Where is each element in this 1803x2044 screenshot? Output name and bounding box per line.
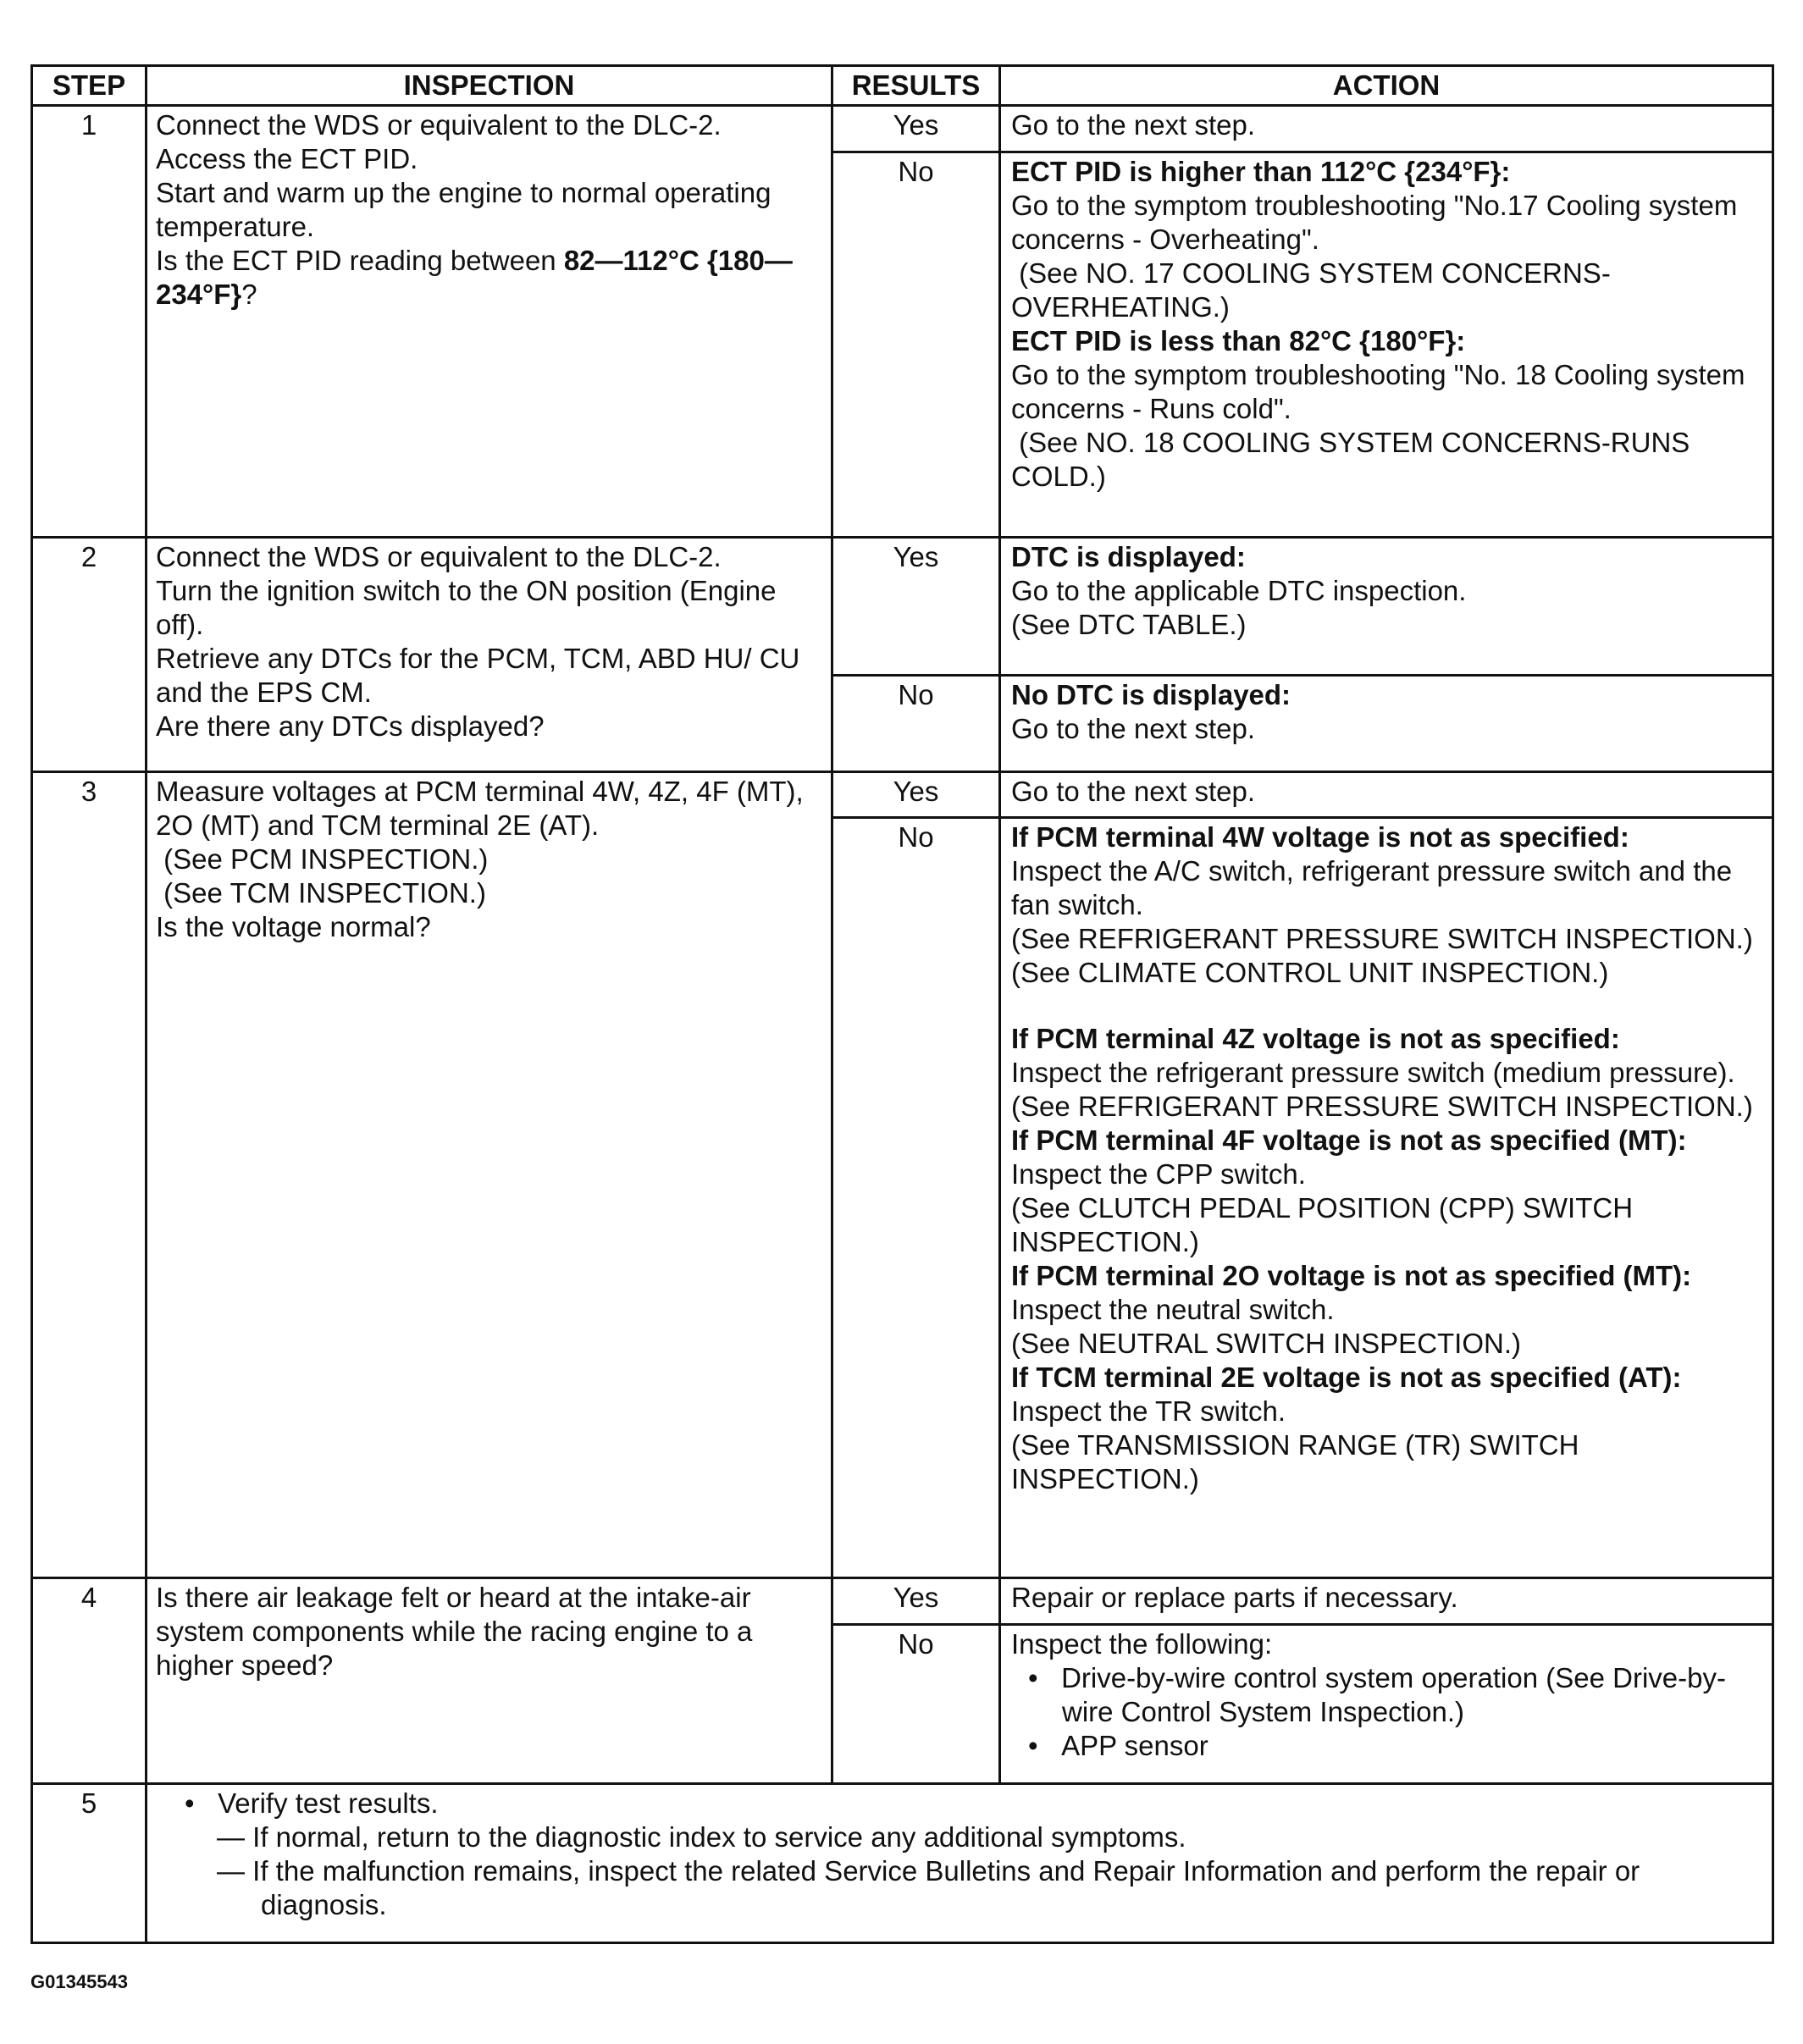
text-line [1011, 1428, 1763, 1496]
text-line [1011, 155, 1763, 189]
text: Inspect the A/C switch, refrigerant pressure switch and the fan switch. [1011, 855, 1740, 921]
text-line [1011, 775, 1763, 809]
text: (See NEUTRAL SWITCH INSPECTION.) [1011, 1328, 1522, 1360]
text: Go to the next step. [1011, 713, 1256, 745]
action-cell [1000, 1578, 1773, 1625]
text-line [1011, 189, 1763, 257]
text: Repair or replace parts if necessary. [1011, 1582, 1458, 1614]
header-step: STEP [32, 66, 147, 106]
result-label: Yes [832, 537, 1000, 676]
text-line [156, 1581, 822, 1682]
text: Are there any DTCs displayed? [156, 710, 545, 742]
bullet-item [168, 1787, 1763, 1820]
step-number: 4 [32, 1578, 147, 1784]
text: Connect the WDS or equivalent to the DLC-2. [156, 109, 722, 141]
text-line [156, 176, 822, 244]
diagnostic-table [30, 64, 1774, 1944]
text: Inspect the neutral switch. [1011, 1294, 1335, 1326]
text: (See REFRIGERANT PRESSURE SWITCH INSPECTION.) [1011, 923, 1753, 955]
text-line [1011, 1627, 1763, 1661]
text-line [1011, 678, 1763, 712]
action-cell [1000, 818, 1773, 1578]
text: Connect the WDS or equivalent to the DLC-2. [156, 540, 722, 572]
text-line [1011, 1157, 1763, 1191]
text: (See REFRIGERANT PRESSURE SWITCH INSPECTION.) [1011, 1091, 1753, 1123]
text-line [1011, 1090, 1763, 1124]
inspection-cell [147, 771, 832, 1578]
figure-id: G01345543 [30, 1971, 128, 1992]
sub-item: — If normal, return to the diagnostic index to service any additional symptoms. [217, 1820, 1186, 1853]
text: Go to the applicable DTC inspection. [1011, 574, 1467, 606]
result-label: No [832, 152, 1000, 537]
bold-text: If PCM terminal 2O voltage is not as specified (MT): [1011, 1260, 1692, 1292]
text-line [156, 842, 822, 876]
bold-text: If PCM terminal 4W voltage is not as specified: [1011, 821, 1629, 854]
text-line [1011, 1581, 1763, 1615]
result-label: No [832, 818, 1000, 1578]
text-line [1011, 257, 1763, 324]
bullet-text: Drive-by-wire control system operation (See Drive-by-wire Control System Inspection.) [1061, 1661, 1726, 1727]
step-number: 5 [32, 1783, 147, 1942]
text-line [1011, 426, 1763, 494]
text-line [1011, 358, 1763, 426]
bullet-icon: • [1028, 1661, 1062, 1693]
text-line [156, 108, 822, 142]
text-line [156, 244, 822, 312]
text-line [1011, 1191, 1763, 1259]
inspection-cell [147, 1578, 832, 1784]
table-row [32, 1783, 1773, 1942]
text-line [1011, 108, 1763, 142]
verify-cell [147, 1783, 1773, 1942]
spacer [1011, 990, 1763, 1022]
text: Start and warm up the engine to normal operating temperature. [156, 177, 779, 242]
text: Inspect the refrigerant pressure switch (medium pressure). [1011, 1057, 1735, 1089]
text: Is the voltage normal? [156, 910, 431, 942]
text-line [1011, 820, 1763, 854]
bullet-icon: • [1028, 1729, 1062, 1761]
bold-text: ECT PID is less than 82°C {180°F}: [1011, 324, 1466, 356]
text: (See NO. 17 COOLING SYSTEM CONCERNS-OVERHEATING.) [1011, 257, 1611, 323]
text: (See TCM INSPECTION.) [156, 876, 486, 909]
text-line [1011, 1327, 1763, 1361]
text-line [1011, 1293, 1763, 1327]
table-row [32, 106, 1773, 152]
table-row [32, 1578, 1773, 1625]
bold-text: 82—112°C {180—234°F} [156, 245, 793, 310]
text-line [1011, 1361, 1763, 1395]
inspection-cell [147, 537, 832, 771]
text: (See DTC TABLE.) [1011, 608, 1247, 640]
text-line [1011, 922, 1763, 956]
text: Is there air leakage felt or heard at the intake-air system components while the racing engine to a higher speed? [156, 1582, 760, 1682]
text: (See CLUTCH PEDAL POSITION (CPP) SWITCH INSPECTION.) [1011, 1192, 1641, 1258]
bullet-text: APP sensor [1061, 1729, 1208, 1761]
action-cell [1000, 152, 1773, 537]
bold-text: DTC is displayed: [1011, 540, 1246, 572]
text-line [1011, 574, 1763, 608]
bold-text: If PCM terminal 4Z voltage is not as specified: [1011, 1023, 1620, 1055]
action-cell [1000, 1624, 1773, 1783]
text-line [1011, 854, 1763, 922]
text-line [156, 775, 822, 842]
text-line [1011, 1259, 1763, 1293]
text: Retrieve any DTCs for the PCM, TCM, ABD HU/ CU and the EPS CM. [156, 642, 808, 708]
text: (See PCM INSPECTION.) [156, 842, 489, 875]
text-line [156, 574, 822, 642]
text-line [156, 710, 822, 743]
inspection-cell [147, 106, 832, 538]
text-line [1011, 1395, 1763, 1428]
text: Go to the next step. [1011, 109, 1256, 141]
result-label: Yes [832, 106, 1000, 152]
step-number: 2 [32, 537, 147, 771]
bullet-text: Verify test results. [218, 1787, 439, 1819]
text-line [1011, 608, 1763, 642]
header-action: ACTION [1000, 66, 1773, 106]
text: Inspect the following: [1011, 1627, 1273, 1660]
text: (See NO. 18 COOLING SYSTEM CONCERNS-RUNS COLD.) [1011, 426, 1698, 492]
result-label: Yes [832, 1578, 1000, 1625]
header-row [32, 66, 1773, 106]
bold-text: If TCM terminal 2E voltage is not as specified (AT): [1011, 1362, 1682, 1394]
text: Measure voltages at PCM terminal 4W, 4Z, 4F (MT), 2O (MT) and TCM terminal 2E (AT). [156, 775, 811, 841]
result-label: No [832, 676, 1000, 772]
sub-item: — If the malfunction remains, inspect the related Service Bulletins and Repair Information and perform the repair or diagnosis. [217, 1854, 1640, 1920]
text: (See TRANSMISSION RANGE (TR) SWITCH INSPECTION.) [1011, 1429, 1587, 1495]
text: ? [241, 279, 257, 310]
text: Go to the symptom troubleshooting "No.17 Cooling system concerns - Overheating". [1011, 189, 1745, 255]
text-line [1011, 956, 1763, 990]
diagnostic-table-sheet [30, 64, 1772, 1944]
action-cell [1000, 537, 1773, 676]
text-line [1011, 324, 1763, 358]
result-label: Yes [832, 771, 1000, 818]
text-line [156, 142, 822, 176]
action-cell [1000, 106, 1773, 152]
text: Go to the next step. [1011, 775, 1256, 807]
text-line [156, 876, 822, 910]
bold-text: ECT PID is higher than 112°C {234°F}: [1011, 155, 1511, 187]
action-cell [1000, 676, 1773, 772]
text: (See CLIMATE CONTROL UNIT INSPECTION.) [1011, 957, 1609, 989]
text: Inspect the CPP switch. [1011, 1158, 1306, 1190]
table-row [32, 537, 1773, 676]
text: Inspect the TR switch. [1011, 1395, 1286, 1428]
bold-text: If PCM terminal 4F voltage is not as specified (MT): [1011, 1124, 1687, 1157]
action-cell [1000, 771, 1773, 818]
text: Turn the ignition switch to the ON position (Engine off). [156, 574, 784, 640]
text-line [1011, 540, 1763, 574]
bullet-icon: • [185, 1787, 218, 1819]
text: Access the ECT PID. [156, 143, 418, 174]
text-line [1011, 1124, 1763, 1157]
text-line [156, 642, 822, 710]
header-results: RESULTS [832, 66, 1000, 106]
step-number: 3 [32, 771, 147, 1578]
text-line [1011, 1056, 1763, 1090]
text: Is the ECT PID reading between [156, 245, 564, 276]
text-line [1011, 712, 1763, 746]
text-line [156, 540, 822, 574]
bullet-item [1011, 1661, 1763, 1729]
text: Go to the symptom troubleshooting "No. 18 Cooling system concerns - Runs cold". [1011, 358, 1753, 424]
bullet-item [1011, 1729, 1763, 1763]
text-line [1011, 1022, 1763, 1056]
step-number: 1 [32, 106, 147, 538]
text-line [156, 910, 822, 944]
result-label: No [832, 1624, 1000, 1783]
table-row [32, 771, 1773, 818]
table-body [32, 106, 1773, 1943]
bold-text: No DTC is displayed: [1011, 679, 1291, 711]
header-inspection: INSPECTION [147, 66, 832, 106]
